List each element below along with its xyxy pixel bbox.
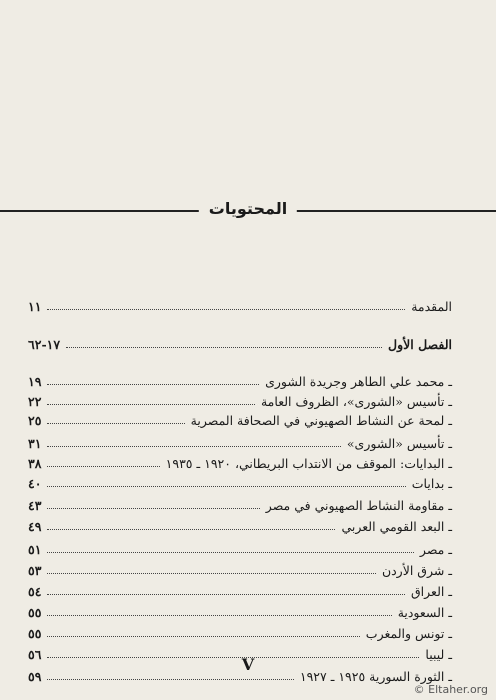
toc-entry-label: ـ تأسيس «الشورى»، الظروف العامة (260, 394, 452, 409)
toc-entry[interactable] (28, 495, 452, 513)
toc-entry-label: ـ ليبيا (425, 647, 452, 662)
toc-entry-page: ٤٠ (28, 476, 42, 491)
toc-entry[interactable] (28, 473, 452, 491)
dot-leader (47, 384, 259, 385)
page-number: V (241, 655, 255, 674)
toc-entry-page: ٥٣ (28, 563, 42, 578)
bleed-through-text (40, 62, 426, 198)
dot-leader (47, 466, 159, 467)
dot-leader (47, 486, 405, 487)
toc-entry-page: ٣٨ (28, 456, 42, 471)
toc-entry[interactable] (28, 391, 452, 409)
dot-leader (47, 615, 391, 616)
toc-chapter[interactable] (28, 334, 452, 352)
dot-leader (47, 446, 340, 447)
dot-leader (47, 404, 255, 405)
page-title: المحتويات (199, 199, 297, 218)
toc-entry-page: ٥٦ (28, 647, 42, 662)
toc-entry[interactable] (28, 623, 452, 641)
toc-entry-page: ٥٥ (28, 626, 42, 641)
toc-entry-label: ـ البدايات: الموقف من الانتداب البريطاني، ١٩٢٠ ـ ١٩٣٥ (165, 456, 452, 471)
dot-leader (47, 508, 259, 509)
toc-entry-page: ٣١ (28, 436, 42, 451)
toc-entry-page: ٢٥ (28, 413, 42, 428)
toc-entry-label: الفصل الأول (388, 337, 452, 352)
dot-leader (47, 552, 413, 553)
toc-entry-label: ـ السعودية (397, 605, 452, 620)
toc-entry-label: ـ تونس والمغرب (365, 626, 452, 641)
watermark: © Eltaher.org (413, 683, 488, 696)
toc-entry-page: ٤٩ (28, 519, 42, 534)
toc-entry[interactable] (28, 560, 452, 578)
toc-entry-label: ـ البعد القومي العربي (341, 519, 452, 534)
dot-leader (47, 573, 376, 574)
toc-entry[interactable] (28, 410, 452, 428)
dot-leader (47, 423, 184, 424)
toc-entry[interactable] (28, 539, 452, 557)
toc-entry[interactable] (28, 581, 452, 599)
toc-entry-label: ـ بدايات (411, 476, 452, 491)
dot-leader (47, 309, 405, 310)
toc-entry[interactable] (28, 371, 452, 389)
toc-entry-page: ٥١ (28, 542, 42, 557)
toc-entry-label: ـ لمحة عن النشاط الصهيوني في الصحافة المصرية (190, 413, 452, 428)
toc-entry-label: ـ مصر (419, 542, 452, 557)
toc-entry-page: ١١ (28, 299, 42, 314)
toc-entry[interactable] (28, 433, 452, 451)
contents-header (0, 198, 496, 222)
dot-leader (47, 679, 293, 680)
toc-entry-label: ـ محمد علي الطاهر وجريدة الشورى (265, 374, 452, 389)
toc-entry-page: ٥٤ (28, 584, 42, 599)
toc-entry-label: ـ شرق الأردن (381, 563, 452, 578)
toc-entry-page: ٥٥ (28, 605, 42, 620)
toc-entry-page: ١٧-٦٢ (28, 337, 61, 352)
toc-entry-label: ـ العراق (410, 584, 452, 599)
toc-entry-label: ـ الثورة السورية ١٩٢٥ ـ ١٩٢٧ (299, 669, 452, 684)
toc-entry-page: ٢٢ (28, 394, 42, 409)
toc-entry[interactable] (28, 602, 452, 620)
toc-entry[interactable] (28, 453, 452, 471)
toc-entry[interactable] (28, 296, 452, 314)
dot-leader (66, 347, 382, 348)
dot-leader (47, 594, 405, 595)
toc-entry-page: ٤٣ (28, 498, 42, 513)
toc-entry[interactable] (28, 516, 452, 534)
toc-entry-label: المقدمة (411, 299, 452, 314)
toc-entry-page: ٥٩ (28, 669, 42, 684)
toc-entry-label: ـ مقاومة النشاط الصهيوني في مصر (265, 498, 452, 513)
toc-entry-page: ١٩ (28, 374, 42, 389)
toc-entry-label: ـ تأسيس «الشورى» (346, 436, 452, 451)
dot-leader (47, 529, 335, 530)
dot-leader (47, 636, 359, 637)
